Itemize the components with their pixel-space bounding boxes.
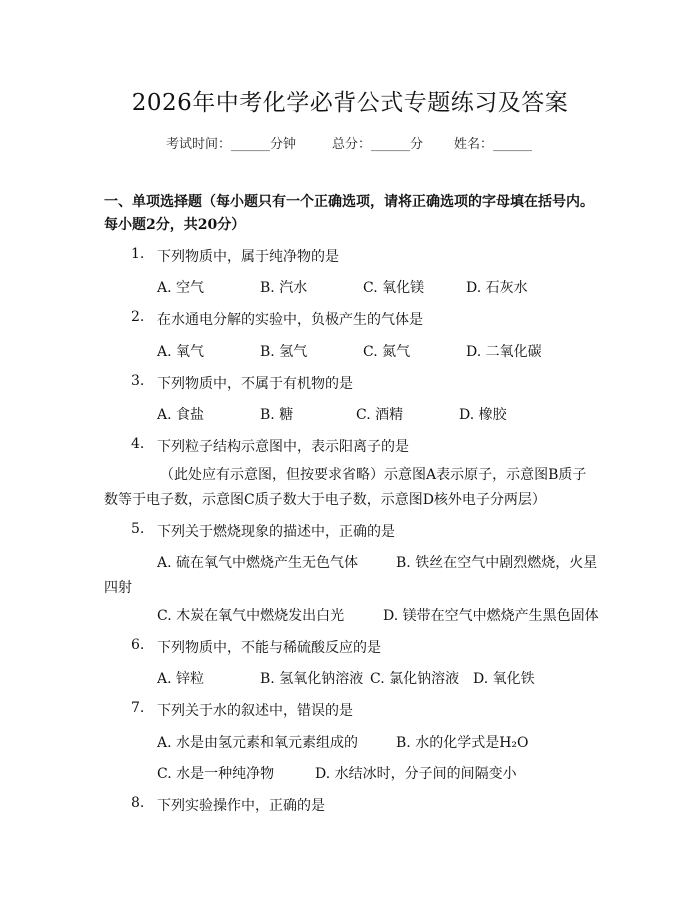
option-c: C. 木炭在氧气中燃烧发出白光 — [157, 608, 345, 624]
option-c: C. 酒精 — [356, 407, 404, 423]
question-number: 6. — [131, 637, 145, 653]
page-title: 2026年中考化学必背公式专题练习及答案 — [131, 90, 569, 116]
option-b: B. 氢氧化钠溶液 — [260, 671, 364, 687]
question-number: 4. — [131, 436, 145, 452]
question-number: 1. — [131, 246, 145, 262]
option-a: A. 空气 — [157, 280, 205, 296]
option-a: A. 硫在氧气中燃烧产生无色气体 — [157, 555, 359, 571]
option-d: D. 水结冰时，分子间的间隔变小 — [315, 766, 517, 782]
question-text: 在水通电分解的实验中，负极产生的气体是 — [157, 312, 423, 328]
option-b: B. 糖 — [260, 407, 294, 423]
question-number: 3. — [131, 373, 145, 389]
option-d: D. 石灰水 — [466, 280, 528, 296]
total-score-field: 总分：______分 — [332, 137, 424, 152]
question-text: 下列物质中，不能与稀硫酸反应的是 — [157, 640, 381, 656]
option-b-continued: 四射 — [104, 580, 132, 596]
option-b: B. 水的化学式是H₂O — [396, 735, 529, 751]
option-a: A. 水是由氢元素和氧元素组成的 — [157, 735, 359, 751]
option-a: A. 氧气 — [157, 344, 205, 360]
option-a: A. 锌粒 — [157, 671, 205, 687]
option-c: C. 水是一种纯净物 — [157, 766, 275, 782]
question-text: 下列粒子结构示意图中，表示阳离子的是 — [157, 439, 409, 455]
option-d: D. 氧化铁 — [473, 671, 535, 687]
option-d: D. 二氧化碳 — [466, 344, 542, 360]
option-b: B. 汽水 — [260, 280, 308, 296]
option-c: C. 氧化镁 — [363, 280, 425, 296]
question-number: 2. — [131, 309, 145, 325]
option-b: B. 铁丝在空气中剧烈燃烧，火星 — [396, 555, 598, 571]
option-c: C. 氯化钠溶液 — [370, 671, 460, 687]
diagram-note: （此处应有示意图，但按要求省略）示意图A表示原子，示意图B质子数等于电子数，示意图C质子数大于电子数，示意图D核外电子分两层） — [104, 467, 587, 508]
question-number: 8. — [131, 795, 145, 811]
section-heading-cont: 每小题2分，共20分） — [104, 217, 246, 233]
option-b: B. 氢气 — [260, 344, 308, 360]
student-name-field: 姓名：______ — [454, 137, 533, 152]
option-a: A. 食盐 — [157, 407, 205, 423]
option-c: C. 氮气 — [363, 344, 411, 360]
section-heading: 一、单项选择题（每小题只有一个正确选项，请将正确选项的字母填在括号内。 — [104, 194, 594, 210]
option-d: D. 镁带在空气中燃烧产生黑色固体 — [383, 608, 599, 624]
question-text: 下列关于水的叙述中，错误的是 — [157, 703, 353, 719]
option-d: D. 橡胶 — [459, 407, 507, 423]
question-text: 下列关于燃烧现象的描述中，正确的是 — [157, 524, 395, 540]
question-text: 下列物质中，不属于有机物的是 — [157, 376, 353, 392]
question-text: 下列实验操作中，正确的是 — [157, 798, 325, 814]
exam-time-field: 考试时间：______分钟 — [166, 137, 297, 152]
question-text: 下列物质中，属于纯净物的是 — [157, 249, 339, 265]
question-number: 7. — [131, 700, 145, 716]
question-number: 5. — [131, 521, 145, 537]
